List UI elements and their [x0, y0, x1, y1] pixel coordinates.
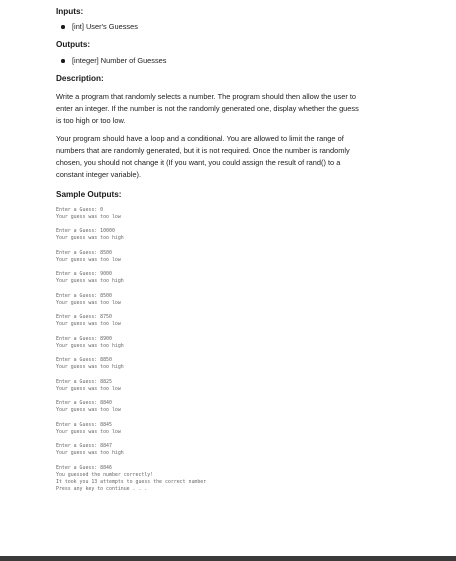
- inputs-list-item: [56, 22, 416, 32]
- console-line: You guessed the number correctly!: [56, 471, 154, 478]
- console-line: Your guess was too low: [56, 213, 121, 220]
- console-line: Enter a Guess: 9000: [56, 271, 112, 278]
- console-line: Your guess was too high: [56, 364, 124, 371]
- bullet-icon: [61, 25, 65, 29]
- paragraph-line: Your program should have a loop and a conditional. You are allowed to limit the range of: [56, 134, 344, 144]
- sample-output-block: [56, 207, 416, 493]
- sample-output-group: [56, 293, 416, 307]
- description-paragraph-2: [56, 133, 416, 180]
- paragraph-line: numbers that are randomly generated, but it is not required. Once the number is randomly: [56, 146, 350, 156]
- console-line: Your guess was too low: [56, 407, 121, 414]
- sample-output-group: [56, 465, 416, 493]
- sample-output-group: [56, 379, 416, 393]
- sample-output-group: [56, 271, 416, 285]
- paragraph-line: is too high or too low.: [56, 115, 126, 125]
- console-line: Enter a Guess: 8500: [56, 292, 112, 299]
- console-line: Enter a Guess: 8850: [56, 357, 112, 364]
- console-line: Enter a Guess: 8846: [56, 464, 112, 471]
- sample-output-group: [56, 400, 416, 414]
- paragraph-line: Write a program that randomly selects a number. The program should then allow the user to: [56, 92, 357, 101]
- description-heading: Description:: [56, 74, 104, 83]
- document-content: [56, 6, 416, 493]
- console-line: Your guess was too low: [56, 385, 121, 392]
- outputs-list-item: [56, 56, 416, 66]
- inputs-heading: Inputs:: [56, 7, 84, 16]
- outputs-heading: Outputs:: [56, 40, 91, 49]
- console-line: Your guess was too low: [56, 428, 121, 435]
- paragraph-line: constant integer variable).: [56, 169, 142, 179]
- outputs-item-text: [integer] Number of Guesses: [72, 56, 167, 65]
- inputs-item-text: [int] User's Guesses: [72, 22, 138, 31]
- console-line: Your guess was too low: [56, 321, 121, 328]
- sample-output-group: [56, 314, 416, 328]
- bottom-border-bar: [0, 556, 456, 561]
- inputs-list: [56, 22, 416, 32]
- console-line: It took you 13 attempts to guess the correct number: [56, 478, 207, 485]
- console-line: Enter a Guess: 8840: [56, 400, 112, 407]
- console-line: Enter a Guess: 8750: [56, 314, 112, 321]
- sample-output-group: [56, 357, 416, 371]
- console-line: Enter a Guess: 8845: [56, 421, 112, 428]
- console-line: Your guess was too low: [56, 256, 121, 263]
- sample-output-group: [56, 443, 416, 457]
- console-line: Enter a Guess: 8900: [56, 335, 112, 342]
- console-line: Your guess was too high: [56, 278, 124, 285]
- console-line: Press any key to continue . . .: [56, 485, 148, 492]
- console-line: Enter a Guess: 0: [56, 206, 104, 213]
- console-line: Your guess was too high: [56, 450, 124, 457]
- console-line: Your guess was too low: [56, 299, 121, 306]
- console-line: Your guess was too high: [56, 235, 124, 242]
- sample-output-group: [56, 336, 416, 350]
- paragraph-line: enter an integer. If the number is not the randomly generated one, display whether the guess: [56, 103, 359, 113]
- console-line: Enter a Guess: 8500: [56, 249, 112, 256]
- paragraph-line: chosen, you should not change it (If you want, you could assign the result of rand() to a: [56, 157, 341, 167]
- sample-output-group: [56, 250, 416, 264]
- bullet-icon: [61, 59, 65, 63]
- sample-output-group: [56, 228, 416, 242]
- console-line: Enter a Guess: 10000: [56, 228, 115, 235]
- sample-output-group: [56, 422, 416, 436]
- description-paragraph-1: [56, 91, 416, 126]
- console-line: Your guess was too high: [56, 342, 124, 349]
- outputs-list: [56, 56, 416, 66]
- sample-outputs-heading: Sample Outputs:: [56, 189, 122, 199]
- console-line: Enter a Guess: 8847: [56, 443, 112, 450]
- sample-output-group: [56, 207, 416, 221]
- console-line: Enter a Guess: 8825: [56, 378, 112, 385]
